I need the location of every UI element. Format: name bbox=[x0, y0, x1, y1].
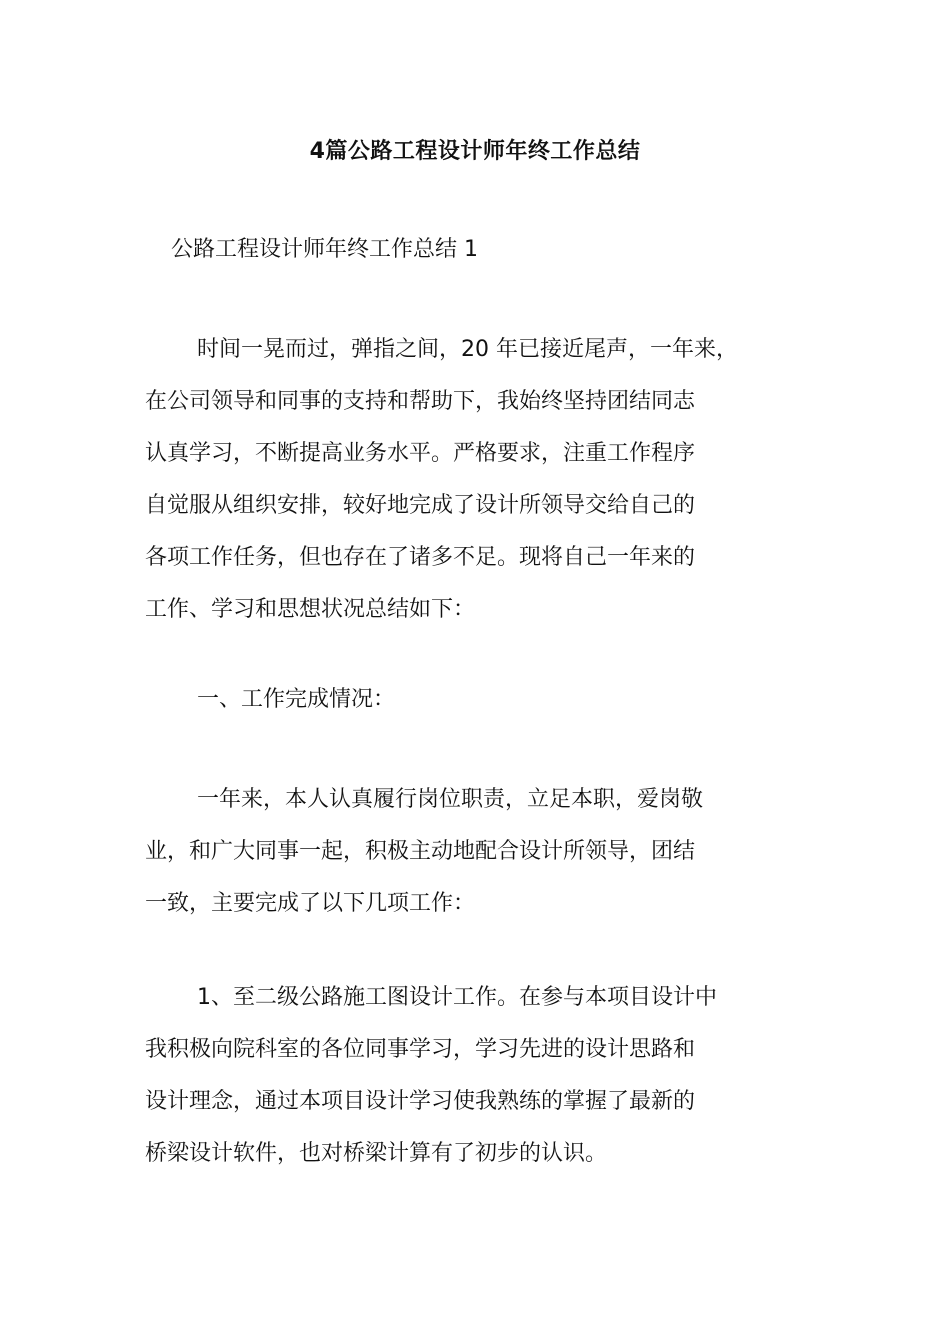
paragraph-line: 1、至二级公路施工图设计工作。在参与本项目设计中 bbox=[197, 985, 717, 1010]
paragraph-work-summary bbox=[145, 774, 825, 930]
paragraph-line: 设计理念，通过本项目设计学习使我熟练的掌握了最新的 bbox=[145, 1089, 696, 1114]
paragraph-line: 我积极向院科室的各位同事学习，学习先进的设计思路和 bbox=[145, 1037, 696, 1062]
paragraph-line: 业，和广大同事一起，积极主动地配合设计所领导，团结 bbox=[145, 839, 696, 864]
paragraph-line: 一年来，本人认真履行岗位职责，立足本职，爱岗敬 bbox=[197, 787, 704, 812]
paragraph-line: 工作、学习和思想状况总结如下： bbox=[145, 597, 476, 622]
paragraph-line: 一致，主要完成了以下几项工作： bbox=[145, 891, 476, 916]
document-title: 4篇公路工程设计师年终工作总结 bbox=[309, 139, 641, 164]
heading-line: 一、工作完成情况： bbox=[197, 687, 396, 712]
paragraph-line: 自觉服从组织安排，较好地完成了设计所领导交给自己的 bbox=[145, 493, 696, 518]
paragraph-item-1 bbox=[145, 972, 825, 1180]
paragraph-line: 在公司领导和同事的支持和帮助下，我始终坚持团结同志 bbox=[145, 389, 696, 414]
paragraph-intro bbox=[145, 324, 825, 636]
paragraph-line: 时间一晃而过，弹指之间，20 年已接近尾声，一年来， bbox=[197, 337, 738, 362]
paragraph-line: 各项工作任务，但也存在了诸多不足。现将自己一年来的 bbox=[145, 545, 696, 570]
section-subtitle: 公路工程设计师年终工作总结 1 bbox=[171, 237, 478, 262]
paragraph-line: 桥梁设计软件，也对桥梁计算有了初步的认识。 bbox=[145, 1141, 608, 1166]
paragraph-line: 认真学习，不断提高业务水平。严格要求，注重工作程序 bbox=[145, 441, 696, 466]
section-heading-work-status bbox=[145, 674, 825, 726]
